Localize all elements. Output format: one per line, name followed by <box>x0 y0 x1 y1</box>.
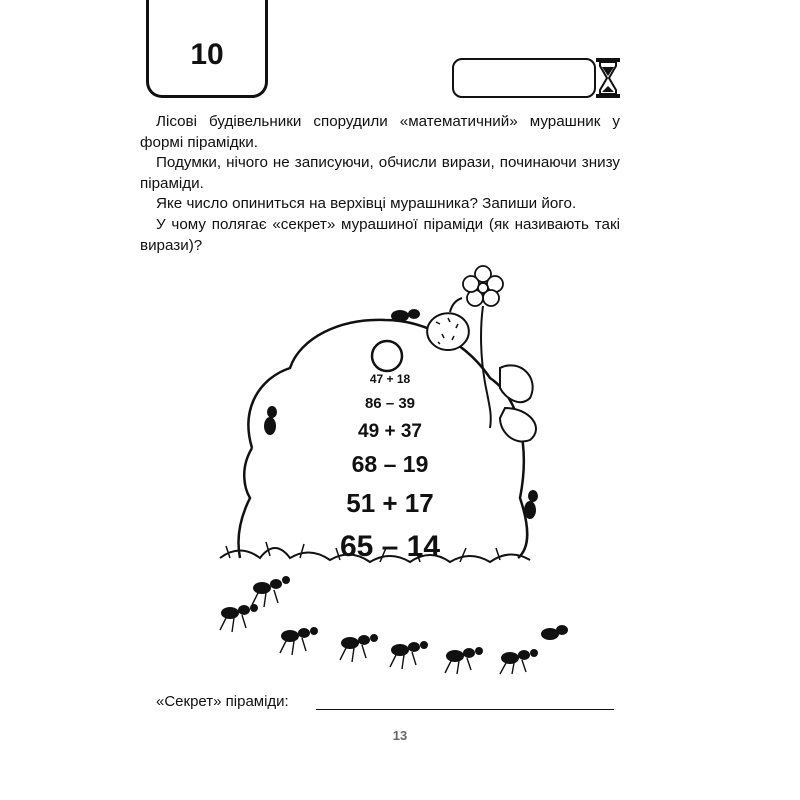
expression-4: 68 – 19 <box>351 451 429 477</box>
paragraph-1: Лісові будівельники спорудили «математичний» мурашник у формі пірамідки. <box>140 113 620 151</box>
expression-2: 86 – 39 <box>364 395 416 412</box>
paragraph-4: У чому полягає «секрет» мурашиної піраміди (як називають такі вирази)? <box>140 215 620 254</box>
expression-6: 65 – 14 <box>339 530 441 563</box>
page-number: 13 <box>392 728 408 743</box>
task-text <box>140 112 620 256</box>
paragraph-3: Яке число опиниться на верхівці мурашника? Запиши його. <box>156 195 577 213</box>
secret-answer-line[interactable] <box>316 709 614 710</box>
expression-5: 51 + 17 <box>346 488 434 518</box>
task-number: 10 <box>190 38 224 71</box>
expression-3: 49 + 37 <box>358 421 422 442</box>
hourglass-icon <box>592 56 624 100</box>
task-number-box <box>146 0 268 98</box>
answer-circle <box>372 341 402 371</box>
paragraph-2: Подумки, нічого не записуючи, обчисли вирази, починаючи знизу піраміди. <box>140 154 620 192</box>
expression-1: 47 + 18 <box>369 372 411 386</box>
anthill-illustration <box>200 258 580 678</box>
secret-label: «Секрет» піраміди: <box>156 693 289 710</box>
time-field[interactable] <box>452 58 596 98</box>
